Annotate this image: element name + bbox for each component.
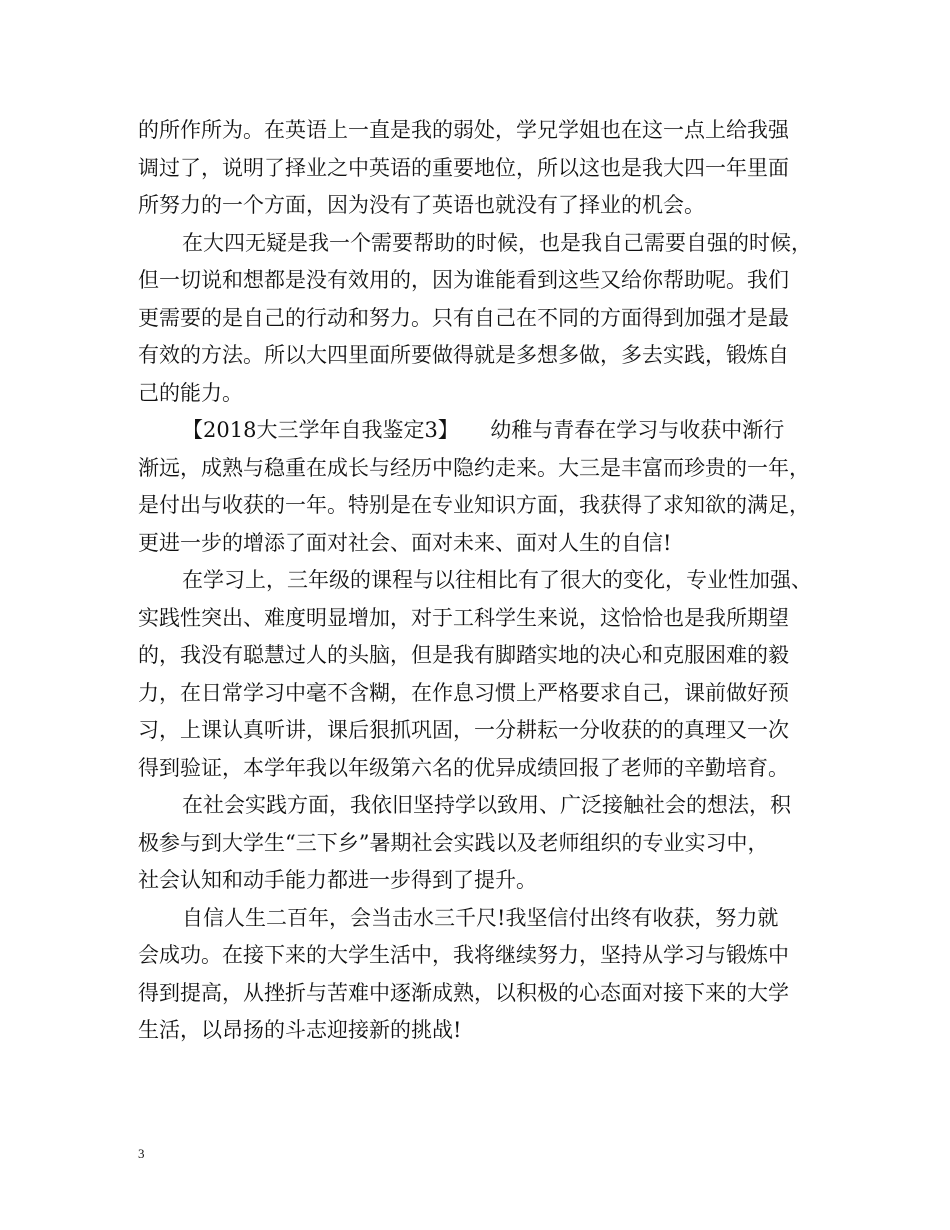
text-line: 有效的方法。所以大四里面所要做得就是多想多做，多去实践，锻炼自: [138, 343, 789, 367]
text-line: 己的能力。: [138, 380, 243, 405]
text-line: 实践性突出、难度明显增加，对于工科学生来说，这恰恰也是我所期望: [138, 605, 789, 630]
text-line: 更需要的是自己的行动和努力。只有自己在不同的方面得到加强才是最: [138, 305, 789, 330]
text-line: 会成功。在接下来的大学生活中，我将继续努力，坚持从学习与锻炼中: [138, 943, 789, 967]
text-line: 调过了，说明了择业之中英语的重要地位，所以这也是我大四一年里面: [138, 155, 789, 180]
text-line: 渐远，成熟与稳重在成长与经历中隐约走来。大三是丰富而珍贵的一年，: [138, 455, 810, 480]
text-line: 的，我没有聪慧过人的头脑，但是我有脚踏实地的决心和克服困难的毅: [138, 643, 789, 667]
text-line: 习，上课认真听讲，课后狠抓巩固，一分耕耘一分收获的的真理又一次: [138, 718, 789, 742]
text-line: 得到验证，本学年我以年级第六名的优异成绩回报了老师的辛勤培育。: [138, 755, 789, 780]
text-line: 极参与到大学生“三下乡”暑期社会实践以及老师组织的专业实习中，: [138, 830, 769, 855]
paragraph-start-line: 在学习上，三年级的课程与以往相比有了很大的变化，专业性加强、: [182, 568, 812, 592]
text-line: 生活，以昂扬的斗志迎接新的挑战!: [138, 1018, 462, 1042]
section-heading-line: 【2018大三学年自我鉴定3】 幼稚与青春在学习与收获中渐行: [182, 418, 785, 442]
text-line: 所努力的一个方面，因为没有了英语也就没有了择业的机会。: [138, 193, 705, 217]
page-number: 3: [138, 1146, 145, 1161]
paragraph-start-line: 在大四无疑是我一个需要帮助的时候，也是我自己需要自强的时候，: [182, 230, 812, 255]
text-line: 社会认知和动手能力都进一步得到了提升。: [138, 868, 537, 892]
text-line: 的所作所为。在英语上一直是我的弱处，学兄学姐也在这一点上给我强: [138, 118, 789, 142]
paragraph-start-line: 在社会实践方面，我依旧坚持学以致用、广泛接触社会的想法，积: [182, 793, 791, 817]
text-line: 是付出与收获的一年。特别是在专业知识方面，我获得了求知欲的满足，: [138, 493, 810, 517]
paragraph-start-line: 自信人生二百年，会当击水三千尺!我坚信付出终有收获，努力就: [182, 905, 779, 930]
text-line: 得到提高，从挫折与苦难中逐渐成熟，以积极的心态面对接下来的大学: [138, 980, 789, 1005]
text-line: 力，在日常学习中毫不含糊，在作息习惯上严格要求自己，课前做好预: [138, 680, 789, 705]
text-line: 更进一步的增添了面对社会、面对未来、面对人生的自信!: [138, 530, 672, 555]
text-line: 但一切说和想都是没有效用的，因为谁能看到这些又给你帮助呢。我们: [138, 268, 789, 292]
document-body: [138, 112, 828, 1050]
